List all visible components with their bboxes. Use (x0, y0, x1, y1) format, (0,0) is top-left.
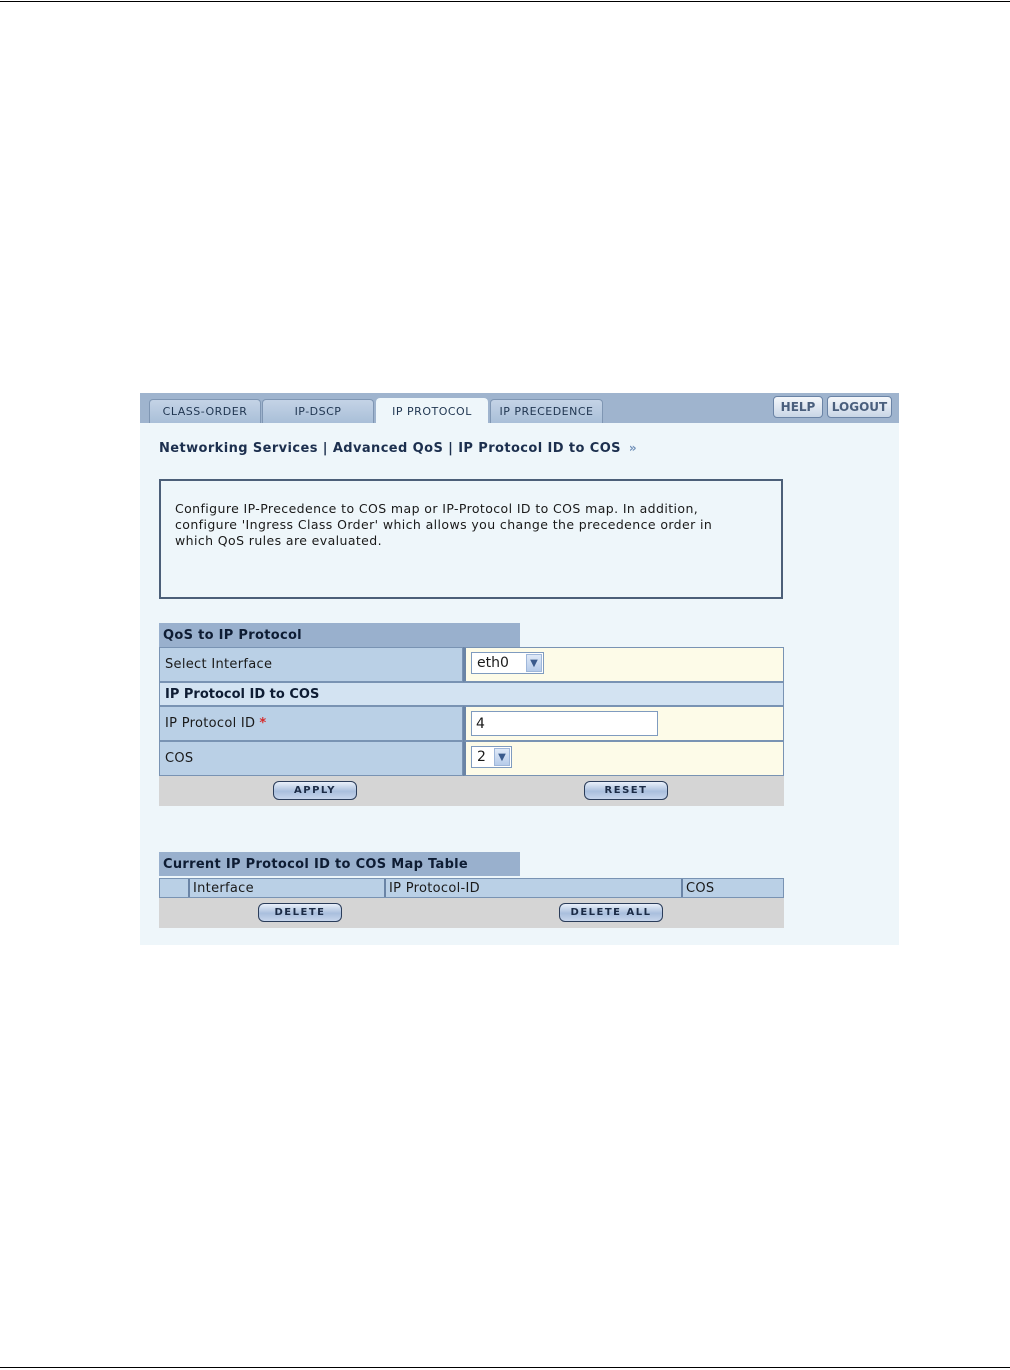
reset-button[interactable]: RESET (584, 781, 668, 800)
section-header-qos-ip-protocol: QoS to IP Protocol (159, 623, 520, 647)
tab-class-order[interactable]: CLASS-ORDER (149, 399, 261, 423)
subsection-header-ip-protocol-cos: IP Protocol ID to COS (159, 682, 784, 706)
breadcrumb-arrow-icon: » (628, 441, 638, 455)
column-ip-protocol-id: IP Protocol-ID (384, 879, 681, 897)
select-interface-cell (463, 647, 784, 682)
cos-select-value: 2 (477, 749, 486, 765)
tab-ip-dscp[interactable]: IP-DSCP (262, 399, 374, 423)
cos-select[interactable] (471, 746, 512, 768)
breadcrumb-text: Networking Services | Advanced QoS | IP Protocol ID to COS (159, 441, 621, 456)
logout-button[interactable]: LOGOUT (827, 396, 892, 418)
form-button-bar (159, 776, 784, 806)
page-bottom-rule (0, 1367, 1010, 1368)
row-select-interface (159, 647, 784, 682)
description-box: Configure IP-Precedence to COS map or IP-Protocol ID to COS map. In addition, configure 'Ingress Class Order' which allows you change the precedence order in which QoS rules are evaluated. (159, 479, 783, 599)
column-interface: Interface (188, 879, 384, 897)
delete-all-button[interactable]: DELETE ALL (559, 903, 663, 922)
cos-label: COS (159, 741, 463, 776)
page-top-rule (0, 1, 1010, 2)
breadcrumb (159, 441, 637, 456)
ip-protocol-id-label (159, 706, 463, 741)
ip-protocol-id-label-text: IP Protocol ID (165, 716, 256, 731)
cos-cell (463, 741, 784, 776)
column-cos: COS (681, 879, 783, 897)
interface-select-value: eth0 (477, 655, 509, 671)
tab-ip-protocol[interactable]: IP PROTOCOL (376, 398, 488, 423)
chevron-down-icon[interactable]: ▼ (494, 748, 510, 766)
ip-protocol-id-cell (463, 706, 784, 741)
delete-button[interactable]: DELETE (258, 903, 342, 922)
ip-protocol-id-input[interactable]: 4 (471, 711, 658, 736)
select-interface-label: Select Interface (159, 647, 463, 682)
map-table-column-headers (159, 878, 784, 898)
row-cos (159, 741, 784, 776)
required-mark: * (259, 716, 267, 731)
map-table-header: Current IP Protocol ID to COS Map Table (159, 852, 520, 876)
map-table-button-bar (159, 898, 784, 928)
tab-ip-precedence[interactable]: IP PRECEDENCE (490, 399, 603, 423)
apply-button[interactable]: APPLY (273, 781, 357, 800)
interface-select[interactable] (471, 652, 544, 674)
row-ip-protocol-id (159, 706, 784, 741)
app-frame (140, 393, 899, 945)
chevron-down-icon[interactable]: ▼ (526, 654, 542, 672)
tab-bar (140, 393, 899, 423)
help-button[interactable]: HELP (773, 396, 823, 418)
